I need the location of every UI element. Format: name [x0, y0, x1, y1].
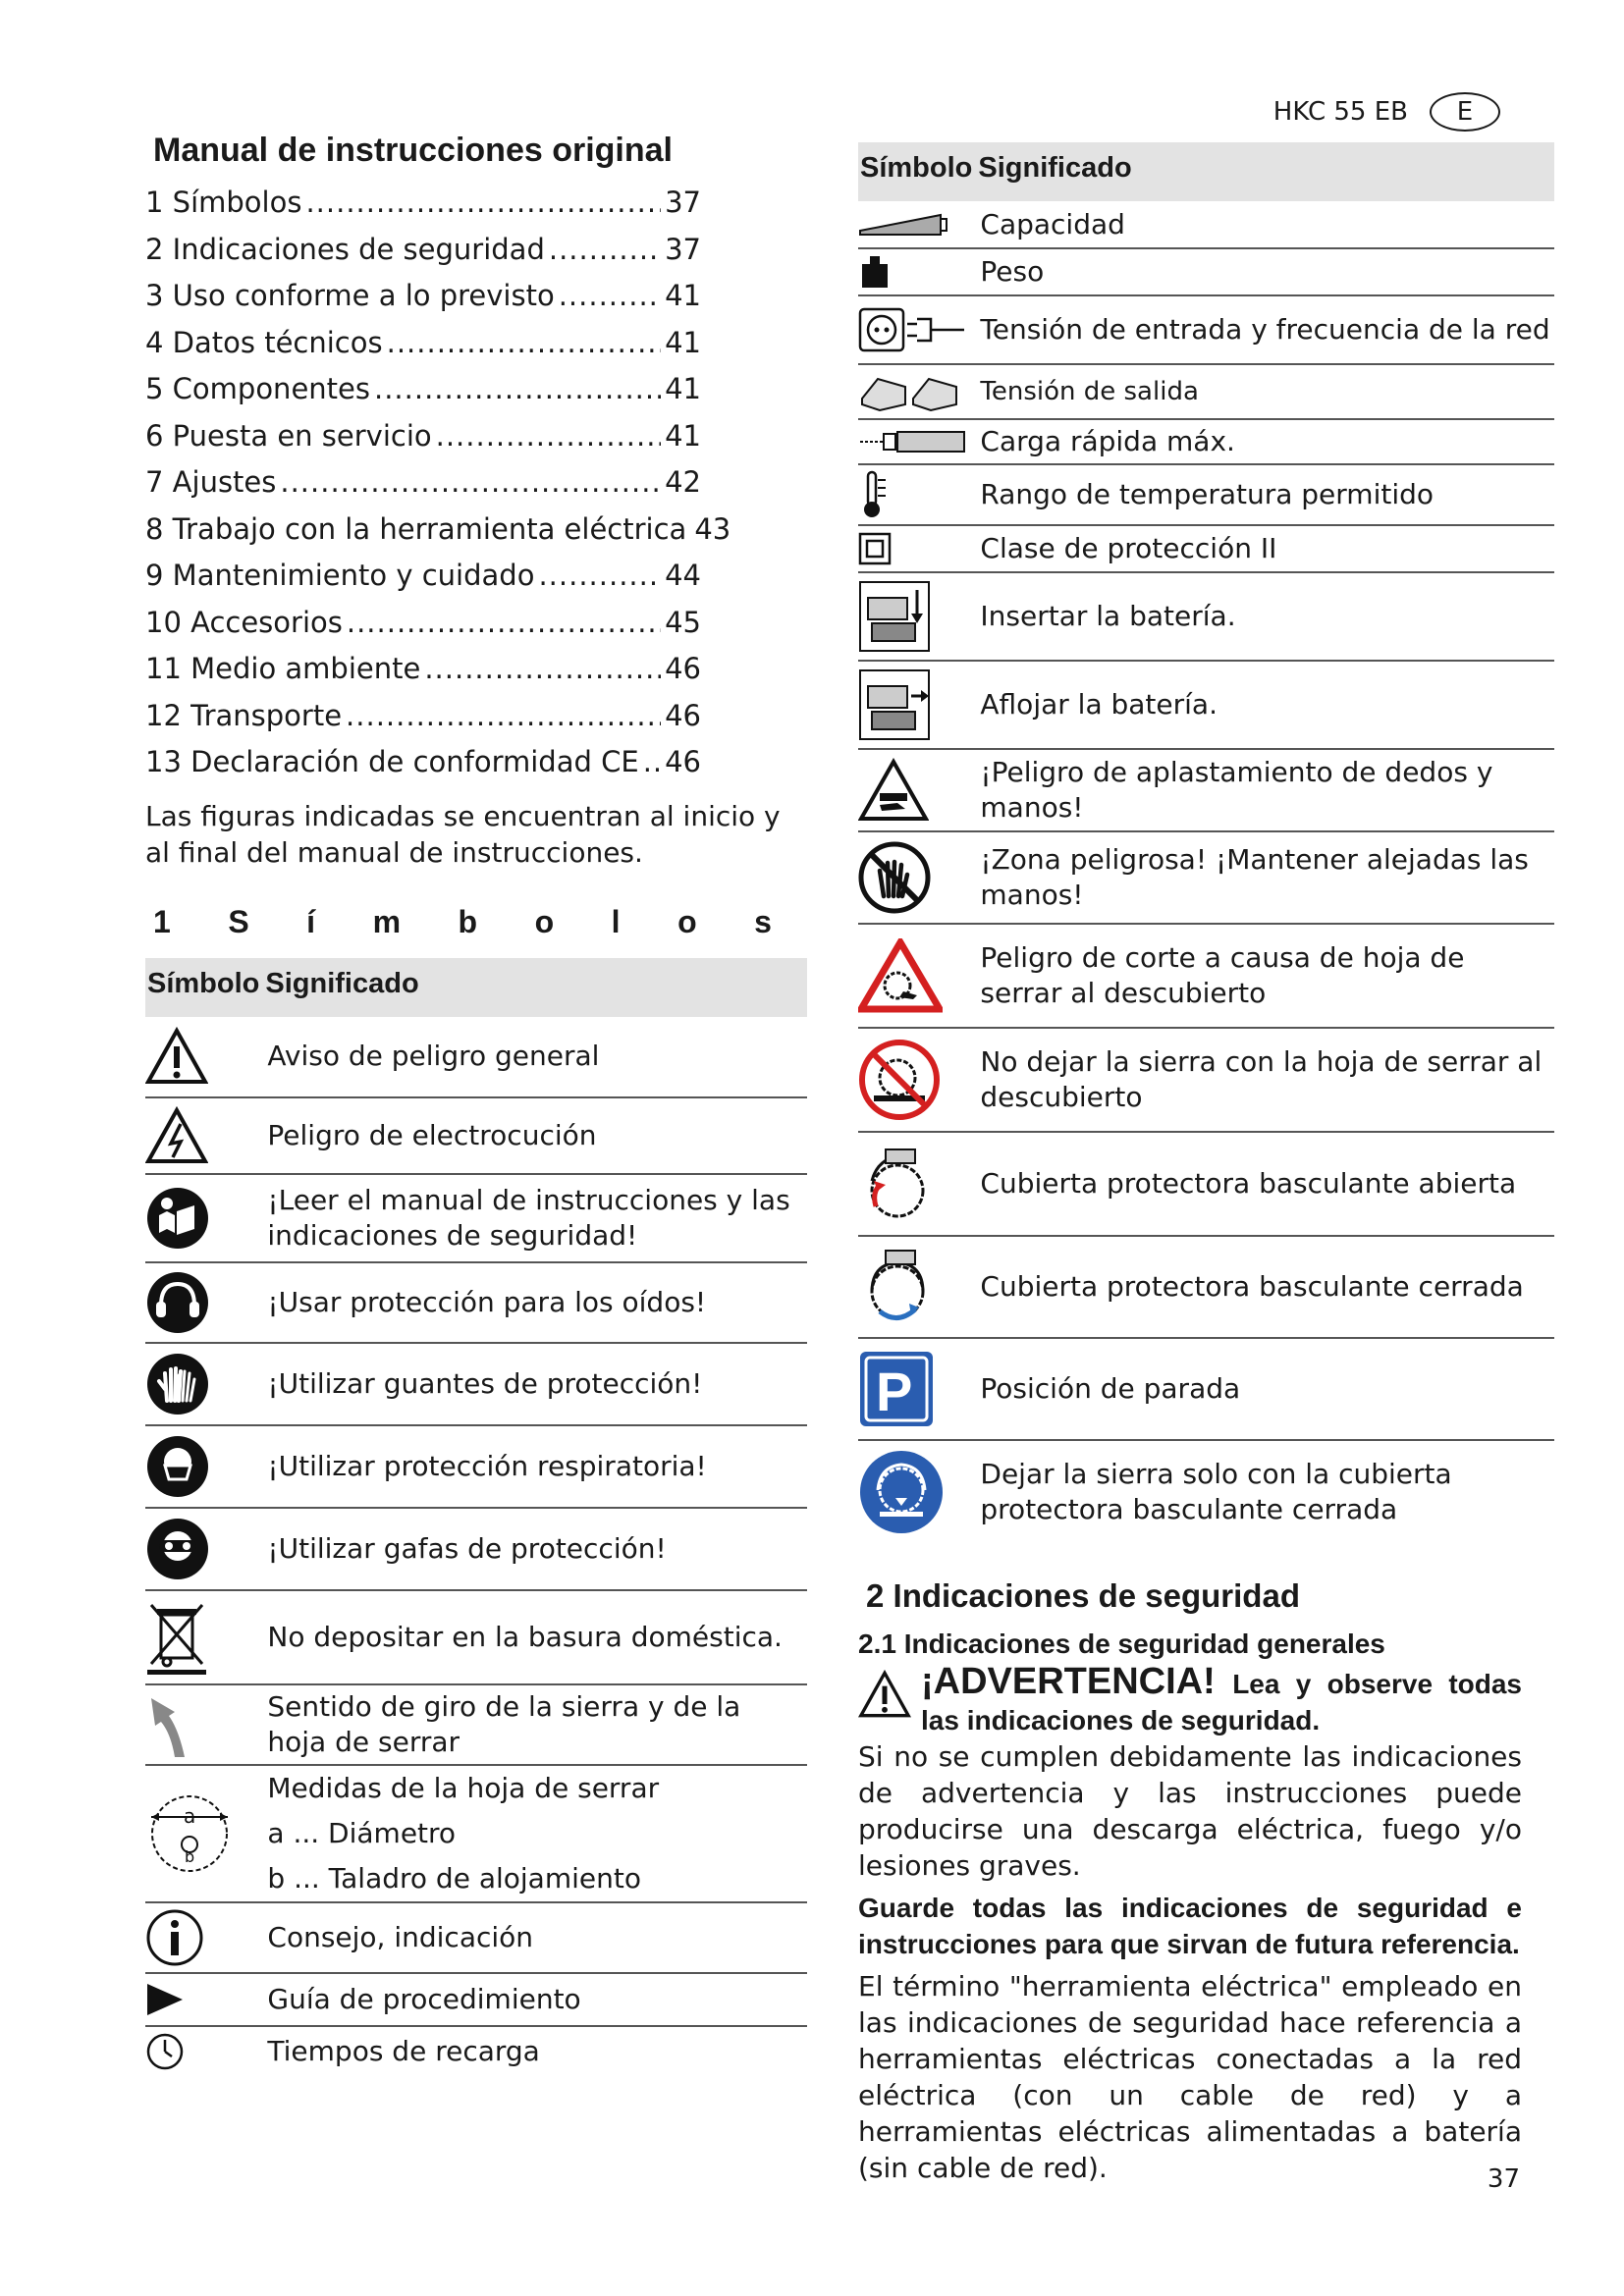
toc-item[interactable]: 2 Indicaciones de seguridad ..... 37 — [145, 227, 701, 274]
toc-item[interactable]: 5 Componentes ..... 41 — [145, 366, 701, 413]
table-row: Tensión de salida — [858, 364, 1554, 419]
toc-item[interactable]: 7 Ajustes ..... 42 — [145, 459, 701, 507]
info-icon — [145, 1908, 204, 1967]
symbols-table-right — [858, 142, 1554, 1542]
release-battery-icon — [858, 668, 931, 741]
svg-text:b: b — [185, 1846, 195, 1866]
table-row: P Posición de parada — [858, 1338, 1554, 1440]
power-tool-term-text: El término "herramienta eléctrica" empleado en las indicaciones de seguridad hace referencia a herramientas eléctricas conectadas a la red eléctrica (con un cable de red) y a herramientas eléctricas alimentadas a batería (sin cable de red). — [858, 1970, 1522, 2184]
table-row: Capacidad — [858, 201, 1554, 248]
column-header-symbol: Símbolo — [145, 958, 263, 1017]
figures-note: Las figuras indicadas se encuentran al inicio y al final del manual de instrucciones. — [145, 799, 781, 869]
warning-triangle-icon — [145, 1027, 208, 1086]
toc-item[interactable]: 8 Trabajo con la herramienta eléctrica 43 — [145, 511, 731, 546]
gloves-icon — [145, 1352, 210, 1416]
table-row: No depositar en la basura doméstica. — [145, 1590, 807, 1684]
section-2-heading: 2 Indicaciones de seguridad — [866, 1577, 1300, 1614]
language-badge: E — [1430, 92, 1500, 132]
table-row: Peligro de electrocución — [145, 1097, 807, 1174]
table-row: ¡Usar protección para los oídos! — [145, 1262, 807, 1343]
protection-class-icon — [858, 532, 892, 565]
clock-icon — [145, 2032, 185, 2071]
table-row: Consejo, indicación — [145, 1902, 807, 1973]
no-exposed-blade-icon — [858, 1039, 941, 1121]
blade-dimensions-icon — [145, 1789, 234, 1878]
toc-item[interactable]: 9 Mantenimiento y cuidado ..... 44 — [145, 553, 701, 600]
input-voltage-icon — [858, 307, 966, 352]
parking-icon — [858, 1350, 935, 1428]
rotation-arrow-icon — [145, 1690, 204, 1759]
table-row: Aflojar la batería. — [858, 661, 1554, 749]
warning-text: Si no se cumplen debidamente las indicaciones de advertencia y las instrucciones puede producirse una descarga eléctrica, fuego y/o lesiones graves. — [858, 1740, 1522, 1882]
table-row: ¡Utilizar protección respiratoria! — [145, 1425, 807, 1508]
table-row: Cubierta protectora basculante cerrada — [858, 1236, 1554, 1338]
section-2-1-heading: 2.1 Indicaciones de seguridad generales — [858, 1629, 1385, 1659]
table-row: Guía de procedimiento — [145, 1973, 807, 2026]
table-row: Carga rápida máx. — [858, 419, 1554, 464]
toc-item[interactable]: 10 Accesorios ..... 45 — [145, 600, 701, 647]
table-row: Aviso de peligro general — [145, 1017, 807, 1097]
table-row: a b Medidas de la hoja de serrar a ... Diámetro b ... Taladro de alojamiento — [145, 1765, 807, 1902]
toc-item[interactable]: 6 Puesta en servicio ..... 41 — [145, 413, 701, 460]
table-row: Clase de protección II — [858, 525, 1554, 572]
warning-bold-text: Lea y observe todas las indicaciones de seguridad. — [921, 1669, 1522, 1735]
warning-label: ¡ADVERTENCIA! — [921, 1661, 1216, 1702]
toc-item[interactable]: 3 Uso conforme a lo previsto ..... 41 — [145, 273, 701, 320]
table-row: Peso — [858, 248, 1554, 295]
page-number: 37 — [1487, 2164, 1520, 2194]
toc-item[interactable]: 13 Declaración de conformidad CE ..... 46 — [145, 739, 701, 786]
crush-hazard-icon — [858, 758, 929, 823]
table-row: No dejar la sierra con la hoja de serrar al descubierto — [858, 1028, 1554, 1132]
column-header-symbol: Símbolo — [858, 142, 976, 201]
thermometer-icon — [858, 470, 892, 519]
toc-item[interactable]: 4 Datos técnicos ..... 41 — [145, 320, 701, 367]
table-row: Sentido de giro de la sierra y de la hoja de serrar — [145, 1684, 807, 1765]
column-header-meaning: Significado — [976, 142, 1553, 201]
table-row: Insertar la batería. — [858, 572, 1554, 661]
ear-protection-icon — [145, 1270, 210, 1335]
goggles-icon — [145, 1517, 210, 1581]
capacity-icon — [858, 211, 948, 239]
toc-item[interactable]: 11 Medio ambiente ..... 46 — [145, 646, 701, 693]
warning-block — [858, 1661, 1522, 1884]
crossed-bin-icon — [145, 1599, 208, 1676]
warning-triangle-icon — [858, 1670, 911, 1719]
table-row: ¡Zona peligrosa! ¡Mantener alejadas las manos! — [858, 831, 1554, 924]
svg-text:P: P — [876, 1361, 913, 1422]
right-column — [858, 142, 1550, 2186]
respirator-icon — [145, 1434, 210, 1499]
fast-charge-icon — [858, 428, 966, 455]
manual-title: Manual de instrucciones original — [153, 132, 673, 169]
svg-text:a: a — [184, 1803, 196, 1828]
output-voltage-icon — [858, 369, 962, 414]
column-header-meaning: Significado — [263, 958, 807, 1017]
toc-item[interactable]: 12 Transporte ..... 46 — [145, 693, 701, 740]
keep-hands-away-icon — [858, 841, 931, 914]
table-of-contents — [145, 180, 807, 786]
table-row: Cubierta protectora basculante abierta — [858, 1132, 1554, 1236]
guard-closed-mandatory-icon — [858, 1449, 945, 1535]
electric-shock-icon — [145, 1106, 208, 1165]
play-triangle-icon — [145, 1982, 185, 2017]
table-row: Rango de temperatura permitido — [858, 464, 1554, 525]
guard-closed-icon — [858, 1245, 937, 1329]
section-1-heading: 1 S í m b o l o s — [153, 903, 772, 939]
cut-hazard-icon — [858, 938, 943, 1013]
table-row: Tiempos de recarga — [145, 2026, 807, 2077]
table-row: ¡Utilizar guantes de protección! — [145, 1343, 807, 1425]
table-row: Peligro de corte a causa de hoja de serrar al descubierto — [858, 924, 1554, 1028]
page-header — [1273, 92, 1500, 132]
table-row: ¡Utilizar gafas de protección! — [145, 1508, 807, 1590]
insert-battery-icon — [858, 580, 931, 653]
symbols-table-left — [145, 958, 807, 2077]
toc-item[interactable]: 1 Símbolos ..... 37 — [145, 180, 701, 227]
keep-instructions-text: Guarde todas las indicaciones de seguridad e instrucciones para que sirvan de futura referencia. — [858, 1893, 1522, 1959]
table-row: ¡Peligro de aplastamiento de dedos y manos! — [858, 749, 1554, 831]
table-row: Dejar la sierra solo con la cubierta protectora basculante cerrada — [858, 1440, 1554, 1542]
table-row: Tensión de entrada y frecuencia de la red — [858, 295, 1554, 364]
left-column — [145, 128, 807, 2077]
model-label: HKC 55 EB — [1272, 97, 1408, 127]
guard-open-icon — [858, 1142, 937, 1226]
table-row: ¡Leer el manual de instrucciones y las indicaciones de seguridad! — [145, 1174, 807, 1262]
weight-icon — [858, 254, 892, 290]
read-manual-icon — [145, 1186, 210, 1251]
